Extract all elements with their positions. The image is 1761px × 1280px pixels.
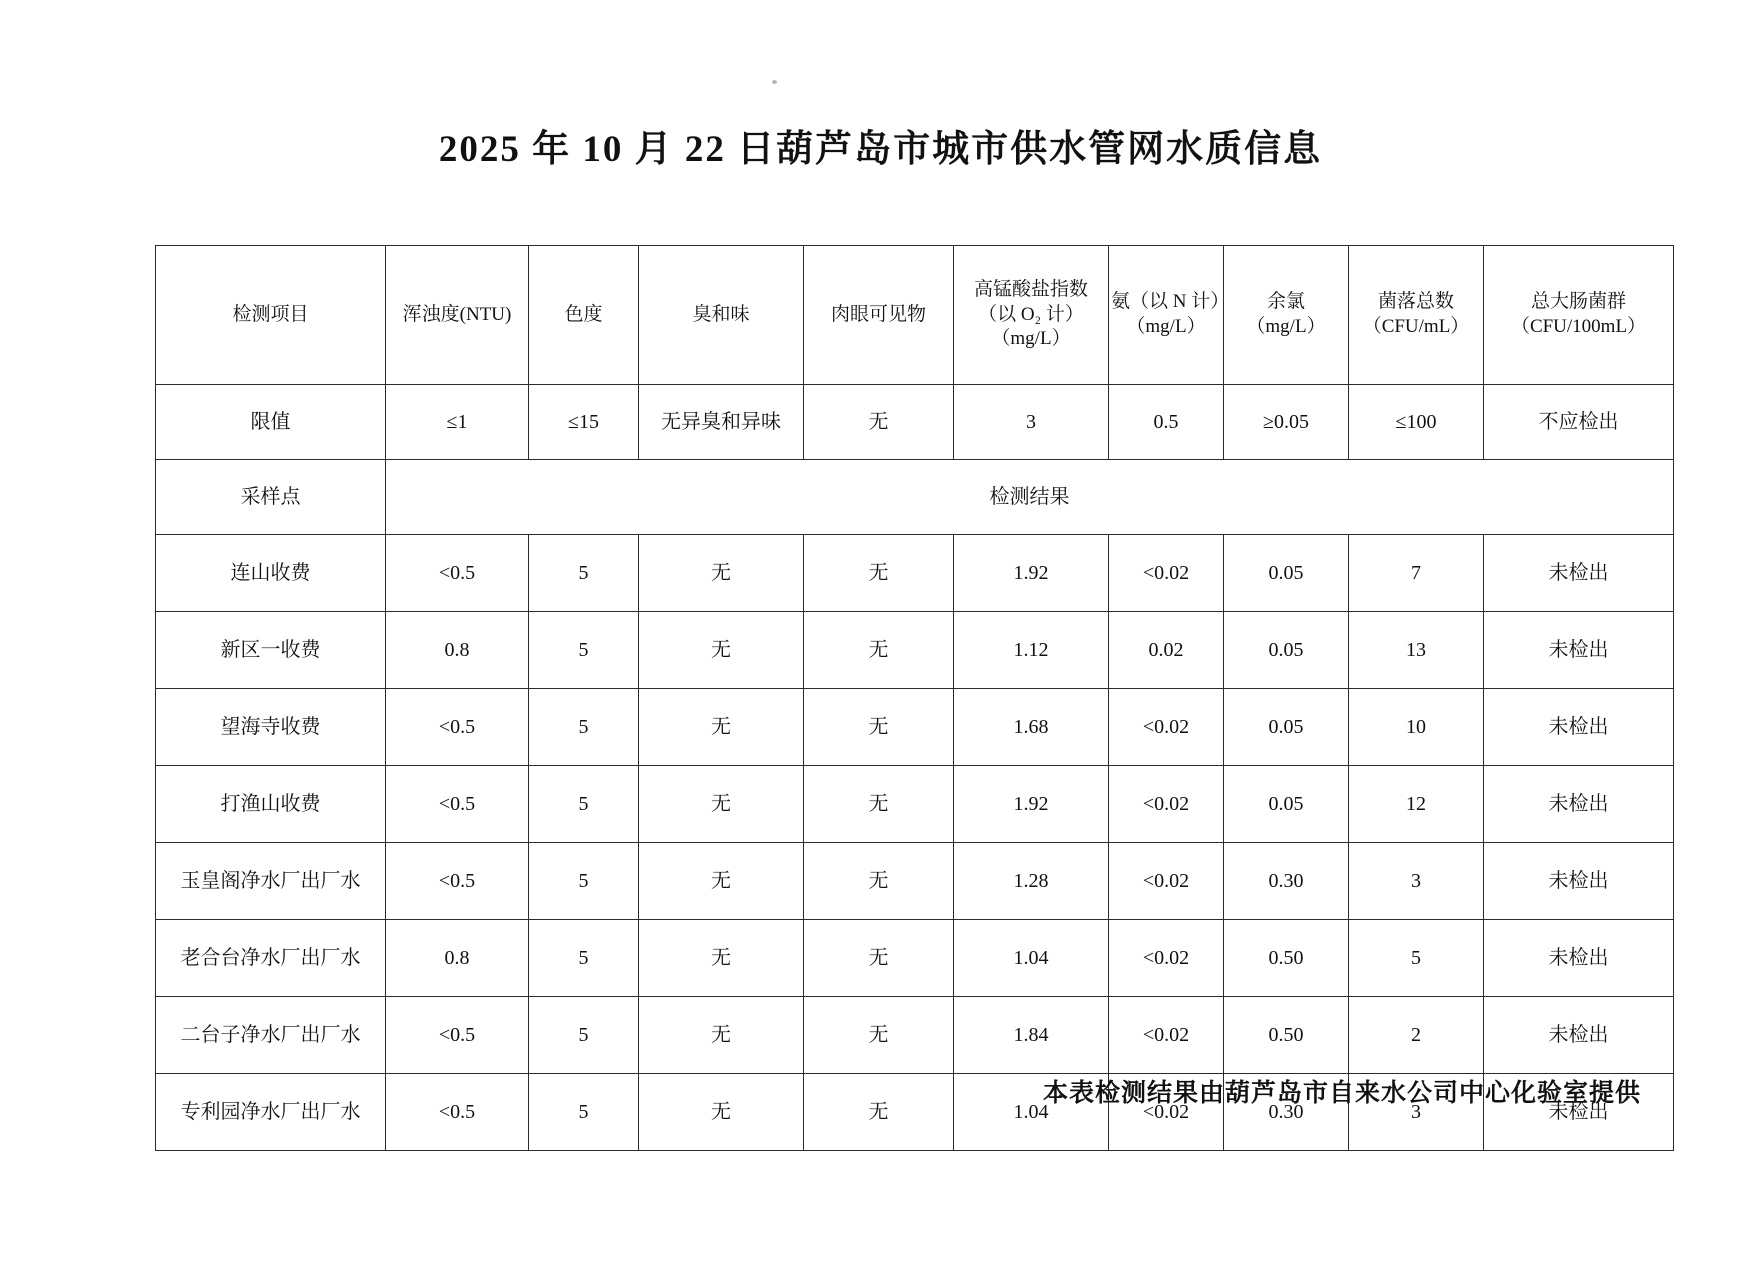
sampling-point-label: 采样点 [156,460,386,535]
limit-label: 限值 [156,385,386,460]
cell-coliform: 未检出 [1484,689,1674,766]
cell-chroma: 5 [529,1074,639,1151]
cell-chroma: 5 [529,612,639,689]
cell-colony-count: 2 [1349,997,1484,1074]
header-ammonia [1109,246,1230,385]
cell-turbidity: <0.5 [386,997,529,1074]
cell-visible-matter: 无 [804,535,954,612]
table-row [156,843,1674,920]
cell-ammonia: <0.02 [1109,843,1224,920]
header-residual-chlorine-line2: （mg/L） [1246,316,1326,337]
cell-chroma: 5 [529,689,639,766]
header-chroma: 色度 [529,246,639,385]
cell-coliform: 未检出 [1484,920,1674,997]
result-label: 检测结果 [386,460,1674,535]
cell-turbidity: 0.8 [386,920,529,997]
cell-turbidity: <0.5 [386,766,529,843]
cell-visible-matter: 无 [804,1074,954,1151]
limit-row [156,385,1674,460]
cell-colony-count: 5 [1349,920,1484,997]
row-name: 二台子净水厂出厂水 [156,997,386,1074]
cell-coliform: 未检出 [1484,1074,1674,1151]
table-row [156,535,1674,612]
cell-colony-count: 10 [1349,689,1484,766]
cell-odor: 无 [639,997,804,1074]
water-quality-table [155,245,1674,1151]
limit-chroma: ≤15 [529,385,639,460]
cell-visible-matter: 无 [804,612,954,689]
cell-permanganate: 1.12 [954,612,1109,689]
limit-turbidity: ≤1 [386,385,529,460]
cell-ammonia: <0.02 [1109,997,1224,1074]
cell-chroma: 5 [529,843,639,920]
header-permanganate-line3: （mg/L） [991,328,1071,350]
cell-ammonia: <0.02 [1109,1074,1224,1151]
row-name: 老合台净水厂出厂水 [156,920,386,997]
table-row [156,997,1674,1074]
cell-odor: 无 [639,535,804,612]
cell-permanganate: 1.04 [954,1074,1109,1151]
header-permanganate-line2: （以 O₂ 计） [978,303,1084,325]
cell-odor: 无 [639,843,804,920]
cell-permanganate: 1.28 [954,843,1109,920]
row-name: 连山收费 [156,535,386,612]
header-turbidity: 浑浊度(NTU) [386,246,529,385]
cell-chroma: 5 [529,997,639,1074]
table-row [156,766,1674,843]
header-permanganate [954,246,1109,385]
limit-residual-chlorine: ≥0.05 [1224,385,1349,460]
cell-odor: 无 [639,766,804,843]
cell-permanganate: 1.84 [954,997,1109,1074]
row-name: 玉皇阁净水厂出厂水 [156,843,386,920]
cell-colony-count: 13 [1349,612,1484,689]
header-item: 检测项目 [156,246,386,385]
scan-speck [772,80,777,84]
header-ammonia-line1: 氨（以 N 计） [1111,291,1230,313]
cell-turbidity: <0.5 [386,535,529,612]
cell-odor: 无 [639,689,804,766]
cell-colony-count: 3 [1349,843,1484,920]
cell-colony-count: 3 [1349,1074,1484,1151]
header-coliform [1484,246,1674,385]
cell-odor: 无 [639,612,804,689]
header-permanganate-line1: 高锰酸盐指数 [973,278,1088,300]
limit-coliform: 不应检出 [1484,385,1674,460]
cell-visible-matter: 无 [804,689,954,766]
cell-residual-chlorine: 0.30 [1224,843,1349,920]
cell-permanganate: 1.92 [954,766,1109,843]
footer-note: 本表检测结果由葫芦岛市自来水公司中心化验室提供 [1042,1080,1641,1107]
row-name: 新区一收费 [156,612,386,689]
cell-residual-chlorine: 0.50 [1224,920,1349,997]
cell-chroma: 5 [529,535,639,612]
cell-turbidity: <0.5 [386,689,529,766]
cell-visible-matter: 无 [804,843,954,920]
cell-visible-matter: 无 [804,766,954,843]
cell-ammonia: <0.02 [1109,689,1224,766]
header-colony-line2: （CFU/mL） [1362,316,1470,337]
cell-coliform: 未检出 [1484,843,1674,920]
cell-permanganate: 1.92 [954,535,1109,612]
cell-visible-matter: 无 [804,997,954,1074]
cell-coliform: 未检出 [1484,535,1674,612]
cell-coliform: 未检出 [1484,766,1674,843]
header-colony-count [1349,246,1484,385]
cell-residual-chlorine: 0.05 [1224,535,1349,612]
page-title: 2025 年 10 月 22 日葫芦岛市城市供水管网水质信息 [438,129,1323,170]
row-name: 打渔山收费 [156,766,386,843]
cell-chroma: 5 [529,766,639,843]
cell-turbidity: <0.5 [386,843,529,920]
header-coliform-line1: 总大肠菌群 [1530,291,1626,313]
table-header-row [156,246,1674,385]
limit-odor: 无异臭和异味 [639,385,804,460]
cell-visible-matter: 无 [804,920,954,997]
header-coliform-line2: （CFU/100mL） [1510,316,1647,337]
limit-colony-count: ≤100 [1349,385,1484,460]
cell-residual-chlorine: 0.30 [1224,1074,1349,1151]
limit-ammonia: 0.5 [1109,385,1224,460]
cell-ammonia: <0.02 [1109,920,1224,997]
table-row [156,689,1674,766]
header-residual-chlorine [1224,246,1349,385]
cell-residual-chlorine: 0.50 [1224,997,1349,1074]
cell-permanganate: 1.68 [954,689,1109,766]
cell-permanganate: 1.04 [954,920,1109,997]
row-name: 专利园净水厂出厂水 [156,1074,386,1151]
header-colony-line1: 菌落总数 [1377,291,1454,313]
header-residual-chlorine-line1: 余氯 [1266,291,1305,313]
cell-coliform: 未检出 [1484,612,1674,689]
limit-visible-matter: 无 [804,385,954,460]
cell-chroma: 5 [529,920,639,997]
cell-coliform: 未检出 [1484,997,1674,1074]
table-row [156,920,1674,997]
limit-permanganate: 3 [954,385,1109,460]
header-ammonia-line2: （mg/L） [1126,316,1206,337]
section-row [156,460,1674,535]
cell-ammonia: 0.02 [1109,612,1224,689]
row-name: 望海寺收费 [156,689,386,766]
table-row [156,612,1674,689]
cell-odor: 无 [639,920,804,997]
cell-residual-chlorine: 0.05 [1224,689,1349,766]
cell-ammonia: <0.02 [1109,535,1224,612]
cell-colony-count: 12 [1349,766,1484,843]
cell-residual-chlorine: 0.05 [1224,766,1349,843]
cell-colony-count: 7 [1349,535,1484,612]
cell-odor: 无 [639,1074,804,1151]
cell-turbidity: <0.5 [386,1074,529,1151]
header-visible-matter: 肉眼可见物 [804,246,954,385]
cell-residual-chlorine: 0.05 [1224,612,1349,689]
cell-ammonia: <0.02 [1109,766,1224,843]
water-quality-table-container [155,245,1647,1151]
cell-turbidity: 0.8 [386,612,529,689]
header-odor: 臭和味 [639,246,804,385]
